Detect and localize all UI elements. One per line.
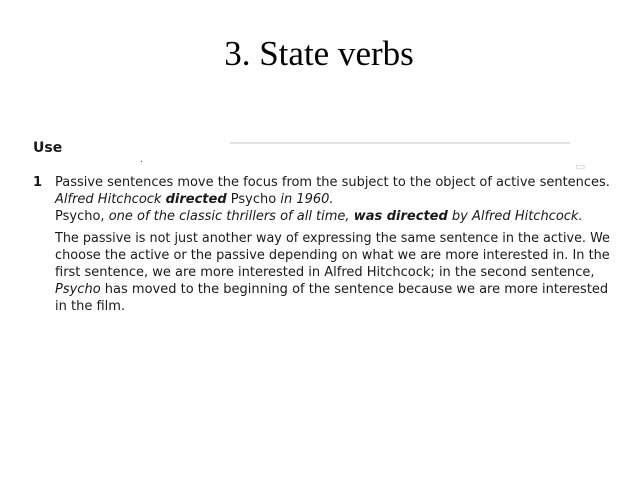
explanation-line-4-text: has moved to the beginning of the sentence because we are more interested bbox=[100, 282, 609, 297]
example-sentence-1 bbox=[55, 191, 334, 208]
explanation-line-5: in the film. bbox=[55, 299, 126, 314]
explanation-line-1: The passive is not just another way of expressing the same sentence in the active. We bbox=[55, 231, 610, 246]
bleed-through-mark: ▭ bbox=[575, 160, 586, 173]
explanation-line-2: choose the active or the passive depending on what we are more interested in. In the bbox=[55, 248, 610, 263]
main-sentence bbox=[55, 174, 610, 191]
example1-date: in 1960. bbox=[280, 192, 334, 207]
example1-subject: Alfred Hitchcock bbox=[55, 192, 166, 207]
stray-mark: · bbox=[140, 157, 144, 168]
slide-title: 3. State verbs bbox=[224, 34, 414, 73]
explanation-film-title: Psycho bbox=[55, 282, 101, 297]
example-sentence-2 bbox=[55, 208, 583, 225]
section-heading: Use bbox=[33, 140, 63, 156]
item-number: 1 bbox=[33, 175, 43, 190]
explanation-line-4 bbox=[55, 281, 608, 298]
main-sentence-text: Passive sentences move the focus from the subject to the object of active sentences. bbox=[55, 175, 610, 190]
example1-film-title: Psycho bbox=[226, 192, 281, 207]
example2-apposition: one of the classic thrillers of all time, bbox=[104, 209, 354, 224]
explanation-line-3: first sentence, we are more interested in Alfred Hitchcock; in the second sentence, bbox=[55, 265, 595, 280]
bleed-through-rule bbox=[230, 142, 570, 144]
example2-film-title: Psycho, bbox=[55, 209, 105, 224]
example2-verb: was directed bbox=[353, 209, 448, 224]
scanned-page bbox=[30, 128, 615, 343]
example1-verb: directed bbox=[165, 192, 227, 207]
example2-agent: by Alfred Hitchcock. bbox=[447, 209, 583, 224]
